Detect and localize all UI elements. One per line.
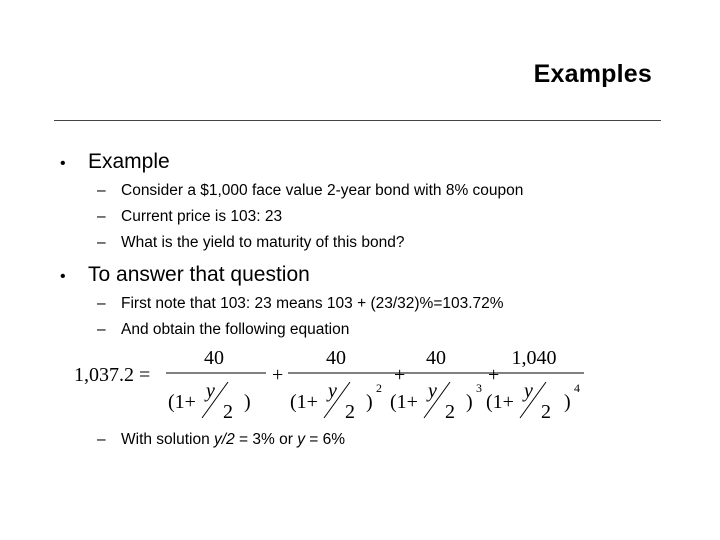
subitem-text: First note that 103: 23 means 103 + (23/32)%=103.72% (121, 295, 504, 312)
bullet-text: Example (88, 150, 170, 173)
subitem (97, 321, 349, 339)
solution-prefix: With solution (121, 431, 215, 448)
subitem (97, 208, 282, 226)
dash-marker: – (97, 321, 106, 338)
term-numerator: 40 (426, 347, 446, 369)
solution-var1: y/2 (214, 431, 235, 448)
term-close: ) (366, 391, 373, 413)
subitem-text: Current price is 103: 23 (121, 208, 283, 225)
equation-lhs: 1,037.2 = (74, 364, 151, 386)
subitem (97, 182, 523, 200)
term-numerator: 40 (326, 347, 346, 369)
term-y: y (328, 380, 337, 402)
bullet-marker: • (60, 155, 66, 172)
bullet-text: To answer that question (88, 263, 310, 286)
bond-price-equation (74, 340, 594, 430)
term-close: ) (244, 391, 251, 413)
dash-marker: – (97, 182, 106, 199)
slide-title: Examples (533, 60, 652, 88)
equation-term (288, 347, 388, 423)
term-exponent: 2 (376, 381, 382, 395)
solution-line (97, 431, 345, 449)
plus-sign: + (488, 364, 500, 386)
solution-suffix: = 6% (304, 431, 346, 448)
solution-var2: y (297, 431, 305, 448)
term-two: 2 (345, 401, 355, 423)
term-two: 2 (223, 401, 233, 423)
term-y: y (206, 380, 215, 402)
equation-term (166, 347, 266, 423)
solution-middle: = 3% or (234, 431, 298, 448)
bullet-answer (60, 263, 310, 287)
term-two: 2 (541, 401, 551, 423)
dash-marker: – (97, 295, 106, 312)
term-denominator-open: (1+ (290, 391, 318, 413)
subitem (97, 234, 404, 252)
term-y: y (524, 380, 533, 402)
dash-marker: – (97, 431, 106, 448)
subitem-text: And obtain the following equation (121, 321, 350, 338)
plus-sign: + (394, 364, 406, 386)
term-denominator-open: (1+ (390, 391, 418, 413)
term-close: ) (564, 391, 571, 413)
term-exponent: 4 (574, 381, 580, 395)
title-divider (54, 120, 661, 121)
term-denominator-open: (1+ (168, 391, 196, 413)
term-y: y (428, 380, 437, 402)
term-numerator: 1,040 (511, 347, 557, 369)
bullet-marker: • (60, 268, 66, 285)
term-numerator: 40 (204, 347, 224, 369)
subitem-text: Consider a $1,000 face value 2-year bond with 8% coupon (121, 182, 524, 199)
dash-marker: – (97, 208, 106, 225)
term-close: ) (466, 391, 473, 413)
dash-marker: – (97, 234, 106, 251)
solution-text (121, 431, 345, 449)
subitem (97, 295, 504, 313)
subitem-text: What is the yield to maturity of this bond? (121, 234, 405, 251)
term-two: 2 (445, 401, 455, 423)
term-exponent: 3 (476, 381, 482, 395)
term-denominator-open: (1+ (486, 391, 514, 413)
plus-sign: + (272, 364, 284, 386)
bullet-example (60, 150, 170, 174)
